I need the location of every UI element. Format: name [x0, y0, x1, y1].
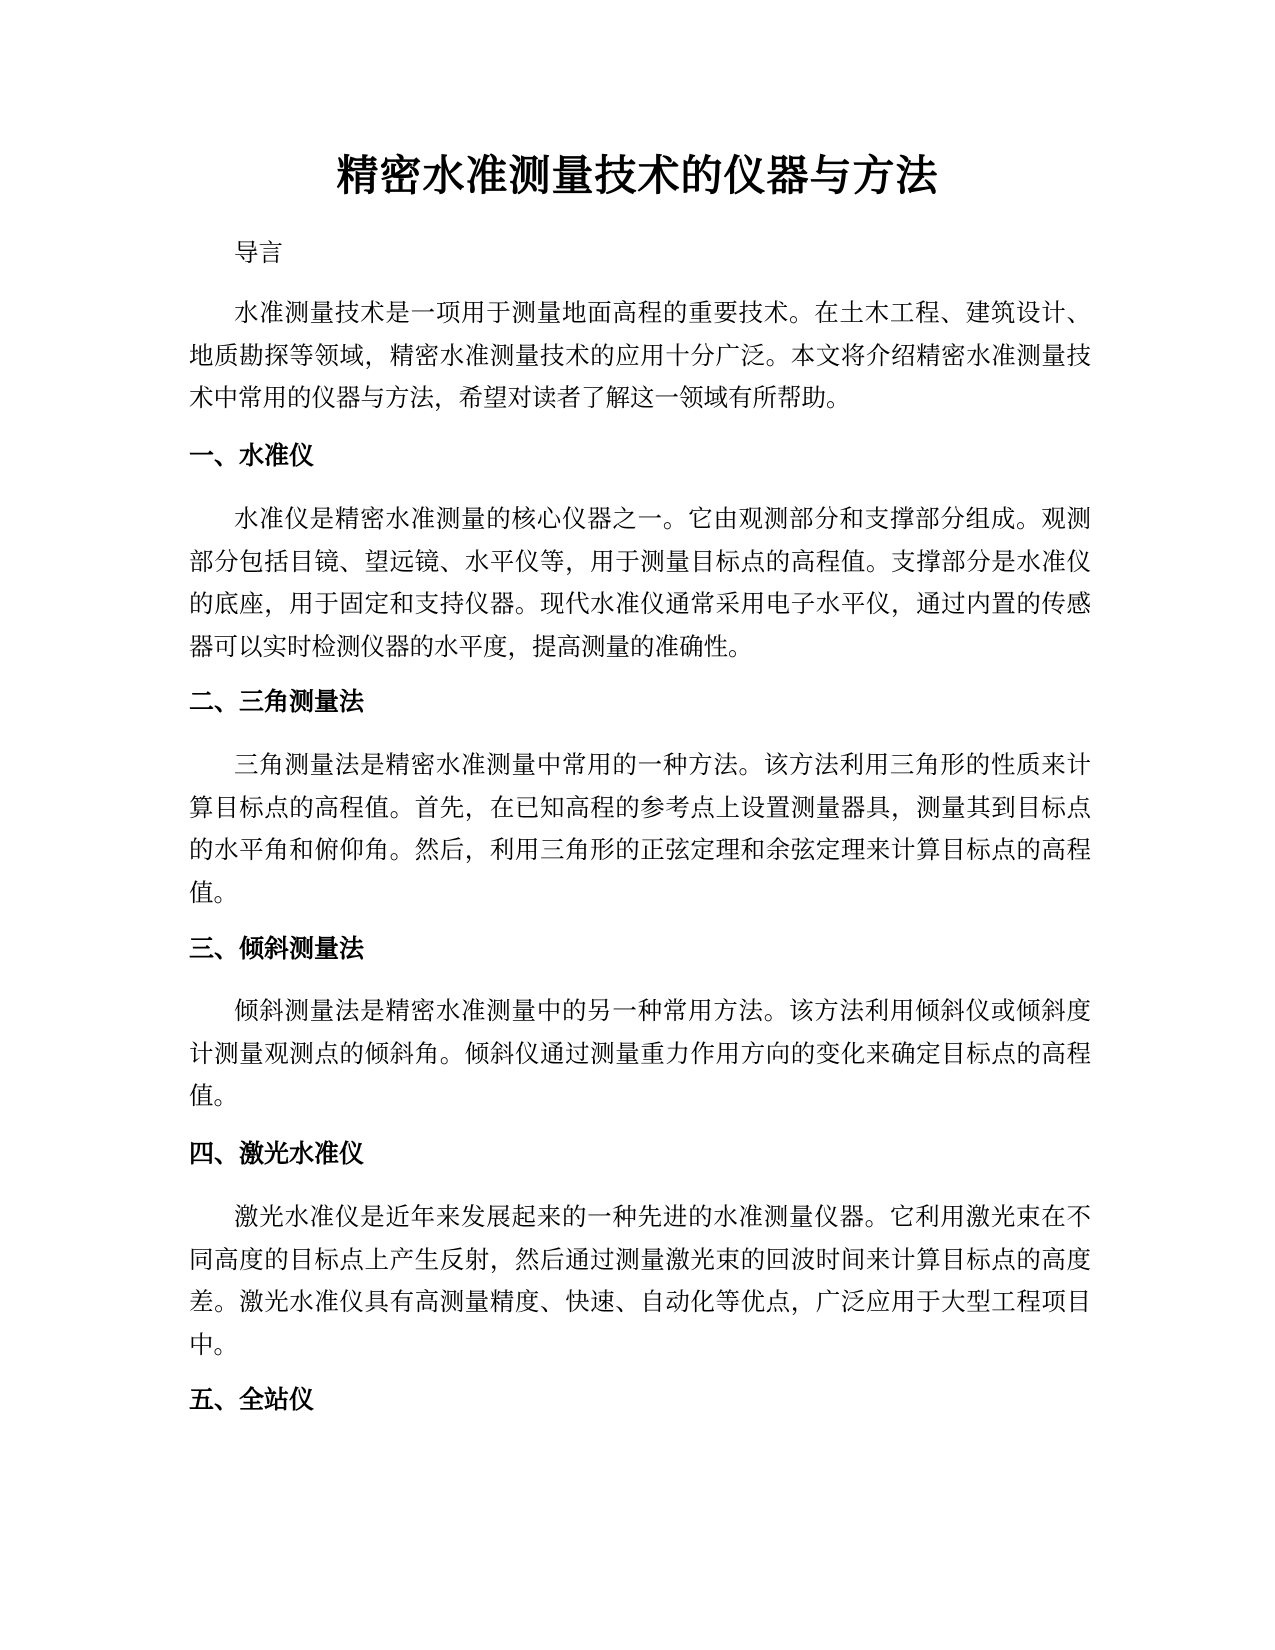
section-paragraph-laser-level: 激光水准仪是近年来发展起来的一种先进的水准测量仪器。它利用激光束在不同高度的目标点上产生反射，然后通过测量激光束的回波时间来计算目标点的高度差。激光水准仪具有高测量精度、快速、自动化等优点，广泛应用于大型工程项目中。	[189, 1202, 1091, 1359]
intro-paragraph: 水准测量技术是一项用于测量地面高程的重要技术。在土木工程、建筑设计、地质勘探等领域，精密水准测量技术的应用十分广泛。本文将介绍精密水准测量技术中常用的仪器与方法，希望对读者了解这一领域有所帮助。	[189, 298, 1091, 412]
section-paragraph-tilt-measurement: 倾斜测量法是精密水准测量中的另一种常用方法。该方法利用倾斜仪或倾斜度计测量观测点的倾斜角。倾斜仪通过测量重力作用方向的变化来确定目标点的高程值。	[189, 996, 1091, 1110]
section-paragraph-triangulation: 三角测量法是精密水准测量中常用的一种方法。该方法利用三角形的性质来计算目标点的高程值。首先，在已知高程的参考点上设置测量器具，测量其到目标点的水平角和俯仰角。然后，利用三角形的正弦定理和余弦定理来计算目标点的高程值。	[189, 750, 1091, 907]
document-title: 精密水准测量技术的仪器与方法	[336, 151, 939, 200]
intro-label: 导言	[234, 238, 283, 267]
section-heading-total-station: 五、全站仪	[189, 1385, 315, 1414]
section-heading-laser-level: 四、激光水准仪	[189, 1139, 365, 1168]
section-heading-level-instrument: 一、水准仪	[189, 441, 315, 470]
section-heading-triangulation: 二、三角测量法	[189, 687, 365, 716]
section-paragraph-level-instrument: 水准仪是精密水准测量的核心仪器之一。它由观测部分和支撑部分组成。观测部分包括目镜、望远镜、水平仪等，用于测量目标点的高程值。支撑部分是水准仪的底座，用于固定和支持仪器。现代水准仪通常采用电子水平仪，通过内置的传感器可以实时检测仪器的水平度，提高测量的准确性。	[189, 504, 1091, 661]
section-heading-tilt-measurement: 三、倾斜测量法	[189, 934, 365, 963]
